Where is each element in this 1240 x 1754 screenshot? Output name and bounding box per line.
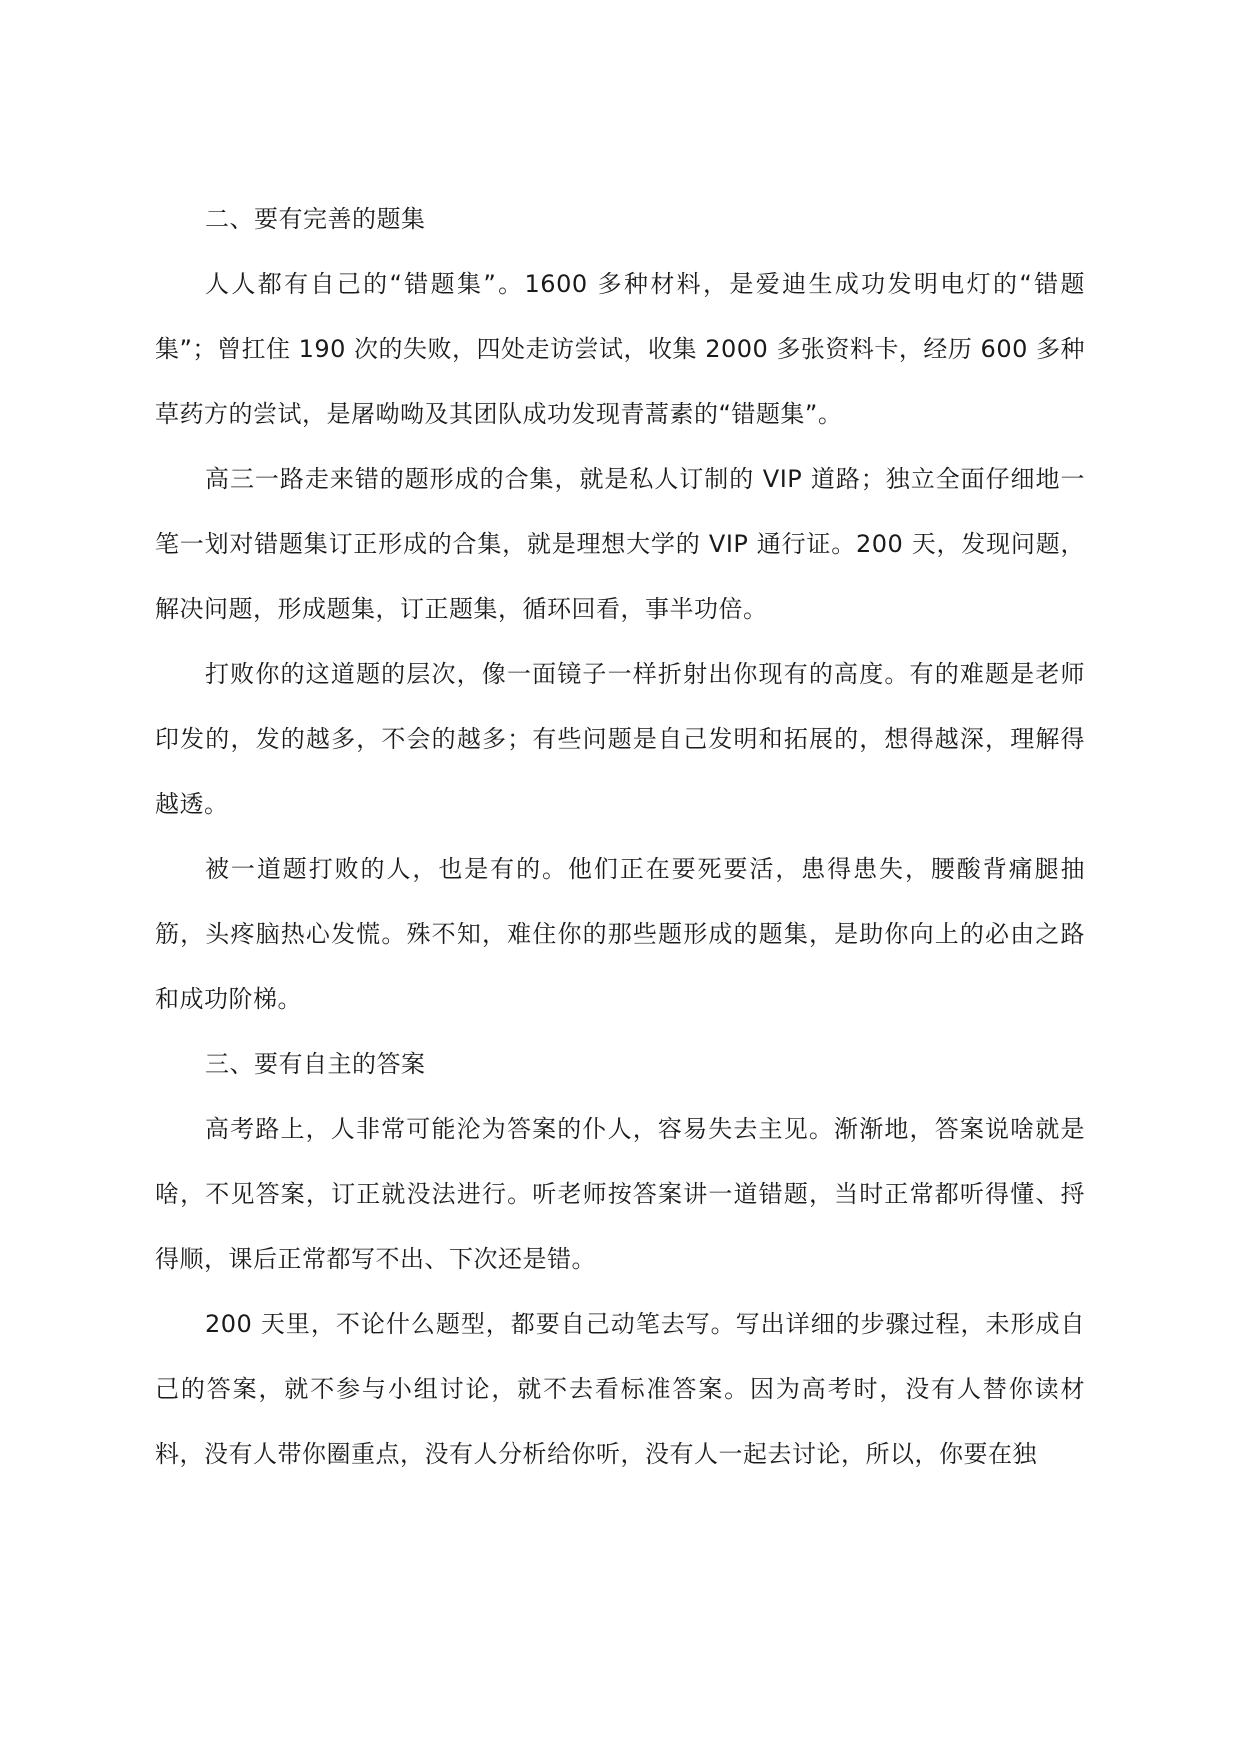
section-heading-2: 二、要有完善的题集 (205, 205, 426, 233)
document-body (155, 187, 1085, 1487)
paragraph-answer-servant: 高考路上，人非常可能沦为答案的仆人，容易失去主见。渐渐地，答案说啥就是啥，不见答案，订正就没法进行。听老师按答案讲一道错题，当时正常都听得懂、捋得顺，课后正常都写不出、下次还是错。 (155, 1115, 1085, 1273)
paragraph-mirror: 打败你的这道题的层次，像一面镜子一样折射出你现有的高度。有的难题是老师印发的，发的越多，不会的越多；有些问题是自己发明和拓展的，想得越深，理解得越透。 (155, 660, 1085, 818)
paragraph-defeated: 被一道题打败的人，也是有的。他们正在要死要活，患得患失，腰酸背痛腿抽筋，头疼脑热心发慌。殊不知，难住你的那些题形成的题集，是助你向上的必由之路和成功阶梯。 (155, 855, 1085, 1013)
paragraph-200-days: 200 天里，不论什么题型，都要自己动笔去写。写出详细的步骤过程，未形成自己的答案，就不参与小组讨论，就不去看标准答案。因为高考时，没有人替你读材料，没有人带你圈重点，没有人分析给你听，没有人一起去讨论，所以，你要在独 (155, 1310, 1085, 1468)
paragraph-vip-road: 高三一路走来错的题形成的合集，就是私人订制的 VIP 道路；独立全面仔细地一笔一划对错题集订正形成的合集，就是理想大学的 VIP 通行证。200 天，发现问题，解决问题，形成题集，订正题集，循环回看，事半功倍。 (155, 465, 1085, 623)
section-heading-3: 三、要有自主的答案 (205, 1050, 426, 1078)
paragraph-error-collection: 人人都有自己的“错题集”。1600 多种材料，是爱迪生成功发明电灯的“错题集”；曾扛住 190 次的失败，四处走访尝试，收集 2000 多张资料卡，经历 600 多种草药方的尝试，是屠呦呦及其团队成功发现青蒿素的“错题集”。 (155, 270, 1085, 428)
